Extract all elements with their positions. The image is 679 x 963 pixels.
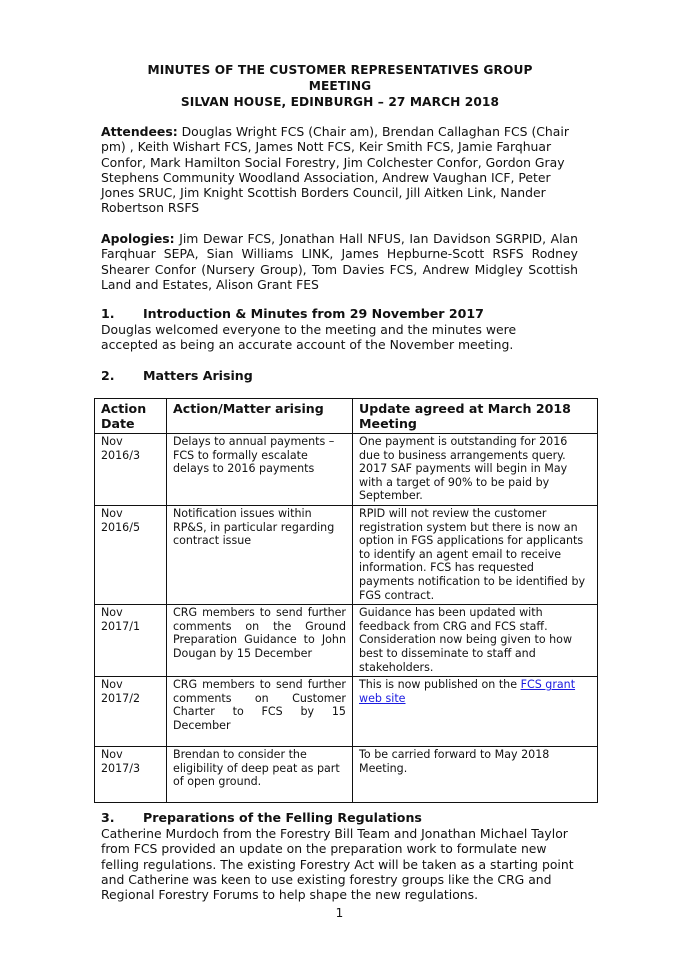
title-line-1: MINUTES OF THE CUSTOMER REPRESENTATIVES GROUP (147, 63, 533, 77)
attendees-list: Douglas Wright FCS (Chair am), Brendan Callaghan FCS (Chair pm) , Keith Wishart FCS, James Nott FCS, Keir Smith FCS, Jamie Farqhuar Confor, Mark Hamilton Social Forestry, Jim Colchester Confor, Gordon Gray Stephens Community Woodland Association, Andrew Vaughan ICF, Peter Jones SRUC, Jim Knight Scottish Borders Council, Jill Aitken Link, Nander Robertson RSFS (101, 124, 569, 216)
table-row (95, 747, 598, 803)
row-action: Delays to annual payments – FCS to formally escalate delays to 2016 payments (167, 434, 353, 506)
row-update: One payment is outstanding for 2016 due to business arrangements query. 2017 SAF payments will begin in May with a target of 90% to be paid by September. (353, 434, 598, 506)
header-update: Update agreed at March 2018 Meeting (353, 399, 598, 434)
row-update: RPID will not review the customer registration system but there is now an option in FGS applications for applicants to identify an agent email to receive information. FCS has requested payments notification to be identified by FGS contract. (353, 505, 598, 604)
table-row (95, 677, 598, 747)
apologies-list: Jim Dewar FCS, Jonathan Hall NFUS, Ian Davidson SGRPID, Alan Farqhuar SEPA, Sian Williams LINK, James Hepburne-Scott RSFS Rodney Shearer Confor (Nursery Group), Tom Davies FCS, Andrew Midgley Scottish Land and Estates, Alison Grant FES (101, 231, 578, 292)
section-2-title: Matters Arising (143, 368, 253, 383)
apologies-label: Apologies: (101, 231, 175, 246)
table-header-row (95, 399, 598, 434)
fcs-grant-website-link[interactable]: FCS grant web site (359, 678, 576, 705)
row-update (353, 677, 598, 747)
section-1-heading (101, 306, 484, 322)
row-update-text: This is now published on the (359, 678, 521, 692)
section-3-heading (101, 810, 422, 826)
header-action-date: Action Date (95, 399, 167, 434)
title-line-2: MEETING (308, 79, 372, 93)
section-3-title: Preparations of the Felling Regulations (143, 810, 422, 825)
row-date: Nov 2016/3 (95, 434, 167, 506)
row-action: Brendan to consider the eligibility of deep peat as part of open ground. (167, 747, 353, 803)
section-2-number: 2. (101, 368, 115, 383)
title-line-3: SILVAN HOUSE, EDINBURGH – 27 MARCH 2018 (180, 95, 500, 109)
apologies-paragraph (101, 231, 578, 292)
row-date: Nov 2017/2 (95, 677, 167, 747)
header-action-matter: Action/Matter arising (167, 399, 353, 434)
attendees-label: Attendees: (101, 124, 178, 139)
attendees-paragraph (101, 124, 571, 216)
row-action: CRG members to send further comments on the Ground Preparation Guidance to John Dougan by 15 December (167, 605, 353, 677)
row-date: Nov 2017/1 (95, 605, 167, 677)
matters-arising-table (94, 398, 598, 803)
row-update: To be carried forward to May 2018 Meeting. (353, 747, 598, 803)
section-1-title: Introduction & Minutes from 29 November 2017 (143, 306, 484, 321)
page-number: 1 (335, 906, 344, 920)
row-date: Nov 2017/3 (95, 747, 167, 803)
row-date: Nov 2016/5 (95, 505, 167, 604)
document-title (90, 62, 590, 110)
row-action: Notification issues within RP&S, in particular regarding contract issue (167, 505, 353, 604)
section-3-number: 3. (101, 810, 115, 825)
table-row (95, 605, 598, 677)
section-2-heading (101, 368, 253, 384)
section-1-body: Douglas welcomed everyone to the meeting and the minutes were accepted as being an accurate account of the November meeting. (101, 322, 517, 353)
row-action: CRG members to send further comments on Customer Charter to FCS by 15 December (167, 677, 353, 747)
section-3-body: Catherine Murdoch from the Forestry Bill Team and Jonathan Michael Taylor from FCS provided an update on the preparation work to formulate new felling regulations. The existing Forestry Act will be taken as a starting point and Catherine was keen to use existing forestry groups like the CRG and Regional Forestry Forums to help shape the new regulations. (101, 826, 574, 903)
table-row (95, 505, 598, 604)
section-1-number: 1. (101, 306, 115, 321)
table-row (95, 434, 598, 506)
row-update: Guidance has been updated with feedback from CRG and FCS staff. Consideration now being given to how best to disseminate to staff and stakeholders. (353, 605, 598, 677)
